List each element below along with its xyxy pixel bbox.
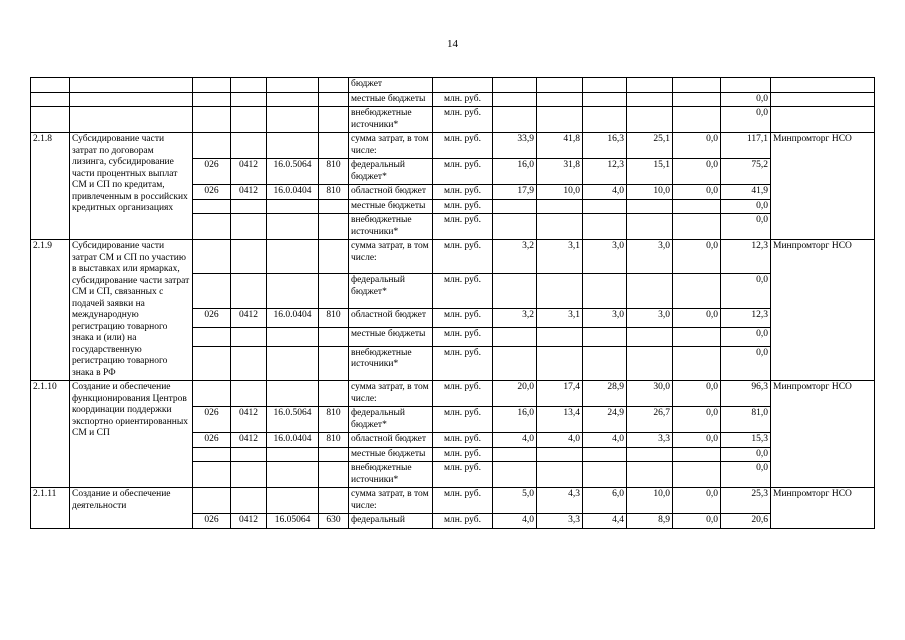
code-cell-1 (193, 327, 231, 346)
value-cell-v4 (627, 274, 673, 308)
value-cell-v5 (673, 447, 721, 462)
value-cell-v4: 8,9 (627, 514, 673, 529)
value-cell-v3 (583, 274, 627, 308)
code-cell-3 (267, 240, 319, 274)
value-cell-total: 0,0 (721, 274, 771, 308)
code-cell-3: 16.0.5064 (267, 159, 319, 185)
value-cell-v3 (583, 462, 627, 488)
budget-table (30, 77, 875, 529)
value-cell-total: 0,0 (721, 346, 771, 380)
value-cell-v4 (627, 92, 673, 107)
unit-cell: млн. руб. (433, 133, 493, 159)
value-cell-v5 (673, 214, 721, 240)
code-cell-1 (193, 346, 231, 380)
item-number-cell: 2.1.9 (31, 240, 70, 381)
code-cell-1 (193, 78, 231, 93)
funding-source-cell: федеральный (349, 514, 433, 529)
value-cell-v2: 10,0 (537, 185, 583, 200)
code-cell-2 (231, 199, 267, 214)
value-cell-v3 (583, 92, 627, 107)
funding-source-cell: внебюджетные источники* (349, 346, 433, 380)
funding-source-cell: внебюджетные источники* (349, 214, 433, 240)
value-cell-v2: 4,3 (537, 488, 583, 514)
value-cell-v3: 16,3 (583, 133, 627, 159)
unit-cell: млн. руб. (433, 107, 493, 133)
code-cell-4 (319, 240, 349, 274)
value-cell-v1 (493, 346, 537, 380)
value-cell-v2 (537, 199, 583, 214)
code-cell-4: 810 (319, 159, 349, 185)
executor-cell: Минпромторг НСО (771, 381, 875, 488)
value-cell-v5: 0,0 (673, 159, 721, 185)
unit-cell: млн. руб. (433, 447, 493, 462)
code-cell-2 (231, 78, 267, 93)
value-cell-v1: 4,0 (493, 433, 537, 448)
value-cell-v2 (537, 92, 583, 107)
value-cell-total: 0,0 (721, 327, 771, 346)
funding-source-cell: областной бюджет (349, 433, 433, 448)
value-cell-v2: 3,3 (537, 514, 583, 529)
value-cell-v5: 0,0 (673, 133, 721, 159)
funding-source-cell: местные бюджеты (349, 447, 433, 462)
value-cell-total: 0,0 (721, 199, 771, 214)
item-number-cell: 2.1.10 (31, 381, 70, 488)
code-cell-1: 026 (193, 433, 231, 448)
value-cell-v5: 0,0 (673, 308, 721, 327)
value-cell-v4 (627, 214, 673, 240)
value-cell-v3: 3,0 (583, 240, 627, 274)
value-cell-v5: 0,0 (673, 488, 721, 514)
value-cell-total: 81,0 (721, 407, 771, 433)
value-cell-v3: 6,0 (583, 488, 627, 514)
unit-cell (433, 78, 493, 93)
unit-cell: млн. руб. (433, 514, 493, 529)
value-cell-total: 96,3 (721, 381, 771, 407)
code-cell-3: 16.05064 (267, 514, 319, 529)
code-cell-1: 026 (193, 185, 231, 200)
unit-cell: млн. руб. (433, 240, 493, 274)
funding-source-cell: бюджет (349, 78, 433, 93)
funding-source-cell: сумма затрат, в том числе: (349, 240, 433, 274)
code-cell-3: 16.0.0404 (267, 185, 319, 200)
code-cell-1 (193, 92, 231, 107)
value-cell-v1: 3,2 (493, 308, 537, 327)
continuation-id-cell (31, 92, 70, 107)
continuation-id-cell (31, 107, 70, 133)
value-cell-v3 (583, 199, 627, 214)
continuation-executor-cell (771, 92, 875, 107)
code-cell-2: 0412 (231, 433, 267, 448)
code-cell-1 (193, 274, 231, 308)
code-cell-4: 810 (319, 185, 349, 200)
value-cell-v3 (583, 447, 627, 462)
value-cell-total: 0,0 (721, 92, 771, 107)
code-cell-1 (193, 133, 231, 159)
code-cell-4 (319, 107, 349, 133)
funding-source-cell: местные бюджеты (349, 199, 433, 214)
value-cell-v4: 3,0 (627, 308, 673, 327)
code-cell-1 (193, 447, 231, 462)
code-cell-2 (231, 274, 267, 308)
value-cell-v3: 24,9 (583, 407, 627, 433)
continuation-name-cell (70, 92, 193, 107)
code-cell-1 (193, 488, 231, 514)
code-cell-4 (319, 346, 349, 380)
value-cell-v5 (673, 78, 721, 93)
funding-source-cell: местные бюджеты (349, 327, 433, 346)
value-cell-v2: 13,4 (537, 407, 583, 433)
value-cell-v4: 10,0 (627, 488, 673, 514)
value-cell-v1: 16,0 (493, 407, 537, 433)
value-cell-v2 (537, 274, 583, 308)
continuation-id-cell (31, 78, 70, 93)
code-cell-3 (267, 447, 319, 462)
code-cell-2: 0412 (231, 407, 267, 433)
code-cell-2 (231, 327, 267, 346)
value-cell-v3: 3,0 (583, 308, 627, 327)
value-cell-v3: 4,4 (583, 514, 627, 529)
code-cell-4 (319, 274, 349, 308)
value-cell-total: 12,3 (721, 240, 771, 274)
code-cell-2 (231, 240, 267, 274)
value-cell-v1 (493, 199, 537, 214)
code-cell-1 (193, 214, 231, 240)
value-cell-v1: 3,2 (493, 240, 537, 274)
code-cell-3: 16.0.0404 (267, 308, 319, 327)
value-cell-v1: 5,0 (493, 488, 537, 514)
funding-source-cell: сумма затрат, в том числе: (349, 488, 433, 514)
code-cell-2 (231, 462, 267, 488)
value-cell-v4 (627, 327, 673, 346)
unit-cell: млн. руб. (433, 92, 493, 107)
unit-cell: млн. руб. (433, 407, 493, 433)
value-cell-v5 (673, 92, 721, 107)
unit-cell: млн. руб. (433, 433, 493, 448)
funding-source-cell: областной бюджет (349, 185, 433, 200)
value-cell-v2: 3,1 (537, 308, 583, 327)
value-cell-v4 (627, 199, 673, 214)
value-cell-total: 0,0 (721, 107, 771, 133)
item-name-cell: Создание и обеспечение деятельности (70, 488, 193, 529)
funding-source-cell: федеральный бюджет* (349, 407, 433, 433)
code-cell-4: 810 (319, 407, 349, 433)
item-name-cell: Создание и обеспечение функционирования Центров координации поддержки экспортно ориентированных СМ и СП (70, 381, 193, 488)
continuation-executor-cell (771, 78, 875, 93)
code-cell-3 (267, 274, 319, 308)
value-cell-v2 (537, 346, 583, 380)
code-cell-3 (267, 107, 319, 133)
unit-cell: млн. руб. (433, 214, 493, 240)
code-cell-4: 810 (319, 308, 349, 327)
code-cell-2 (231, 381, 267, 407)
value-cell-v4 (627, 346, 673, 380)
code-cell-4 (319, 488, 349, 514)
value-cell-v1: 4,0 (493, 514, 537, 529)
value-cell-v5 (673, 199, 721, 214)
executor-cell: Минпромторг НСО (771, 488, 875, 529)
code-cell-2: 0412 (231, 185, 267, 200)
value-cell-v5: 0,0 (673, 433, 721, 448)
value-cell-v4 (627, 107, 673, 133)
value-cell-v3 (583, 327, 627, 346)
value-cell-v3 (583, 107, 627, 133)
value-cell-total: 0,0 (721, 447, 771, 462)
value-cell-v2: 41,8 (537, 133, 583, 159)
value-cell-v2: 17,4 (537, 381, 583, 407)
code-cell-2: 0412 (231, 514, 267, 529)
table-row (31, 381, 875, 407)
value-cell-v5 (673, 327, 721, 346)
table-row (31, 240, 875, 274)
item-name-cell: Субсидирование части затрат по договорам лизинга, субсидирование части процентных выплат СМ и СП по кредитам, привлеченным в российских кредитных организациях (70, 133, 193, 240)
code-cell-1 (193, 381, 231, 407)
value-cell-v2 (537, 78, 583, 93)
value-cell-v1 (493, 462, 537, 488)
code-cell-4 (319, 327, 349, 346)
unit-cell: млн. руб. (433, 274, 493, 308)
value-cell-v5 (673, 107, 721, 133)
code-cell-3 (267, 346, 319, 380)
value-cell-v4 (627, 447, 673, 462)
value-cell-v2 (537, 214, 583, 240)
code-cell-4 (319, 133, 349, 159)
item-number-cell: 2.1.8 (31, 133, 70, 240)
value-cell-v4: 15,1 (627, 159, 673, 185)
unit-cell: млн. руб. (433, 308, 493, 327)
funding-source-cell: федеральный бюджет* (349, 274, 433, 308)
code-cell-2 (231, 214, 267, 240)
code-cell-2: 0412 (231, 308, 267, 327)
code-cell-2 (231, 92, 267, 107)
value-cell-v5: 0,0 (673, 407, 721, 433)
value-cell-v5: 0,0 (673, 240, 721, 274)
funding-source-cell: внебюджетные источники* (349, 107, 433, 133)
unit-cell: млн. руб. (433, 488, 493, 514)
value-cell-v2: 31,8 (537, 159, 583, 185)
executor-cell: Минпромторг НСО (771, 133, 875, 240)
code-cell-3 (267, 199, 319, 214)
value-cell-v1: 16,0 (493, 159, 537, 185)
value-cell-v3: 4,0 (583, 433, 627, 448)
value-cell-v1: 20,0 (493, 381, 537, 407)
value-cell-v1: 17,9 (493, 185, 537, 200)
funding-source-cell: внебюджетные источники* (349, 462, 433, 488)
value-cell-v4: 30,0 (627, 381, 673, 407)
code-cell-2 (231, 107, 267, 133)
value-cell-v4: 25,1 (627, 133, 673, 159)
code-cell-4 (319, 447, 349, 462)
code-cell-3 (267, 214, 319, 240)
code-cell-1: 026 (193, 159, 231, 185)
executor-cell: Минпромторг НСО (771, 240, 875, 381)
code-cell-3 (267, 462, 319, 488)
code-cell-4 (319, 92, 349, 107)
code-cell-4 (319, 462, 349, 488)
code-cell-2 (231, 488, 267, 514)
code-cell-3 (267, 133, 319, 159)
value-cell-total: 0,0 (721, 462, 771, 488)
funding-source-cell: федеральный бюджет* (349, 159, 433, 185)
continuation-executor-cell (771, 107, 875, 133)
value-cell-v4: 3,0 (627, 240, 673, 274)
code-cell-4 (319, 78, 349, 93)
value-cell-v5: 0,0 (673, 514, 721, 529)
continuation-row (31, 78, 875, 93)
code-cell-1: 026 (193, 407, 231, 433)
unit-cell: млн. руб. (433, 381, 493, 407)
value-cell-total: 15,3 (721, 433, 771, 448)
unit-cell: млн. руб. (433, 199, 493, 214)
value-cell-v1 (493, 92, 537, 107)
funding-source-cell: сумма затрат, в том числе: (349, 133, 433, 159)
funding-source-cell: местные бюджеты (349, 92, 433, 107)
code-cell-1: 026 (193, 308, 231, 327)
value-cell-v1 (493, 274, 537, 308)
item-number-cell: 2.1.11 (31, 488, 70, 529)
value-cell-v2: 4,0 (537, 433, 583, 448)
code-cell-3 (267, 78, 319, 93)
value-cell-v5 (673, 462, 721, 488)
code-cell-2 (231, 133, 267, 159)
value-cell-v1 (493, 327, 537, 346)
value-cell-total: 25,3 (721, 488, 771, 514)
value-cell-total: 12,3 (721, 308, 771, 327)
code-cell-4 (319, 214, 349, 240)
code-cell-1: 026 (193, 514, 231, 529)
value-cell-v4 (627, 78, 673, 93)
code-cell-3 (267, 488, 319, 514)
code-cell-4 (319, 199, 349, 214)
continuation-row (31, 92, 875, 107)
value-cell-v1 (493, 214, 537, 240)
value-cell-total (721, 78, 771, 93)
unit-cell: млн. руб. (433, 185, 493, 200)
code-cell-2 (231, 447, 267, 462)
value-cell-v2 (537, 462, 583, 488)
unit-cell: млн. руб. (433, 327, 493, 346)
code-cell-3 (267, 92, 319, 107)
value-cell-v4 (627, 462, 673, 488)
continuation-row (31, 107, 875, 133)
code-cell-4 (319, 381, 349, 407)
value-cell-total: 41,9 (721, 185, 771, 200)
value-cell-v2 (537, 327, 583, 346)
code-cell-1 (193, 107, 231, 133)
value-cell-total: 117,1 (721, 133, 771, 159)
code-cell-3 (267, 381, 319, 407)
value-cell-v3: 4,0 (583, 185, 627, 200)
funding-source-cell: областной бюджет (349, 308, 433, 327)
code-cell-1 (193, 462, 231, 488)
funding-source-cell: сумма затрат, в том числе: (349, 381, 433, 407)
value-cell-v2 (537, 447, 583, 462)
value-cell-v2 (537, 107, 583, 133)
value-cell-v1 (493, 78, 537, 93)
table-row (31, 133, 875, 159)
value-cell-v3: 28,9 (583, 381, 627, 407)
value-cell-v3 (583, 78, 627, 93)
code-cell-2 (231, 346, 267, 380)
item-name-cell: Субсидирование части затрат СМ и СП по участию в выставках или ярмарках, субсидирование части затрат СМ и СП, связанных с подачей заявки на международную регистрацию товарного знака и (или) на государственную регистрацию товарного знака в РФ (70, 240, 193, 381)
code-cell-4: 630 (319, 514, 349, 529)
value-cell-v5 (673, 274, 721, 308)
page-number: 14 (447, 38, 458, 50)
value-cell-v2: 3,1 (537, 240, 583, 274)
continuation-name-cell (70, 107, 193, 133)
value-cell-v3: 12,3 (583, 159, 627, 185)
value-cell-v5: 0,0 (673, 381, 721, 407)
value-cell-v3 (583, 346, 627, 380)
value-cell-v1 (493, 447, 537, 462)
value-cell-total: 0,0 (721, 214, 771, 240)
unit-cell: млн. руб. (433, 159, 493, 185)
value-cell-v4: 10,0 (627, 185, 673, 200)
value-cell-total: 20,6 (721, 514, 771, 529)
unit-cell: млн. руб. (433, 346, 493, 380)
table-row (31, 488, 875, 514)
value-cell-total: 75,2 (721, 159, 771, 185)
continuation-name-cell (70, 78, 193, 93)
value-cell-v4: 3,3 (627, 433, 673, 448)
unit-cell: млн. руб. (433, 462, 493, 488)
code-cell-1 (193, 240, 231, 274)
table-body (31, 78, 875, 529)
code-cell-1 (193, 199, 231, 214)
code-cell-3: 16.0.5064 (267, 407, 319, 433)
value-cell-v1: 33,9 (493, 133, 537, 159)
value-cell-v5 (673, 346, 721, 380)
value-cell-v5: 0,0 (673, 185, 721, 200)
value-cell-v3 (583, 214, 627, 240)
value-cell-v4: 26,7 (627, 407, 673, 433)
value-cell-v1 (493, 107, 537, 133)
code-cell-3: 16.0.0404 (267, 433, 319, 448)
code-cell-2: 0412 (231, 159, 267, 185)
code-cell-4: 810 (319, 433, 349, 448)
code-cell-3 (267, 327, 319, 346)
